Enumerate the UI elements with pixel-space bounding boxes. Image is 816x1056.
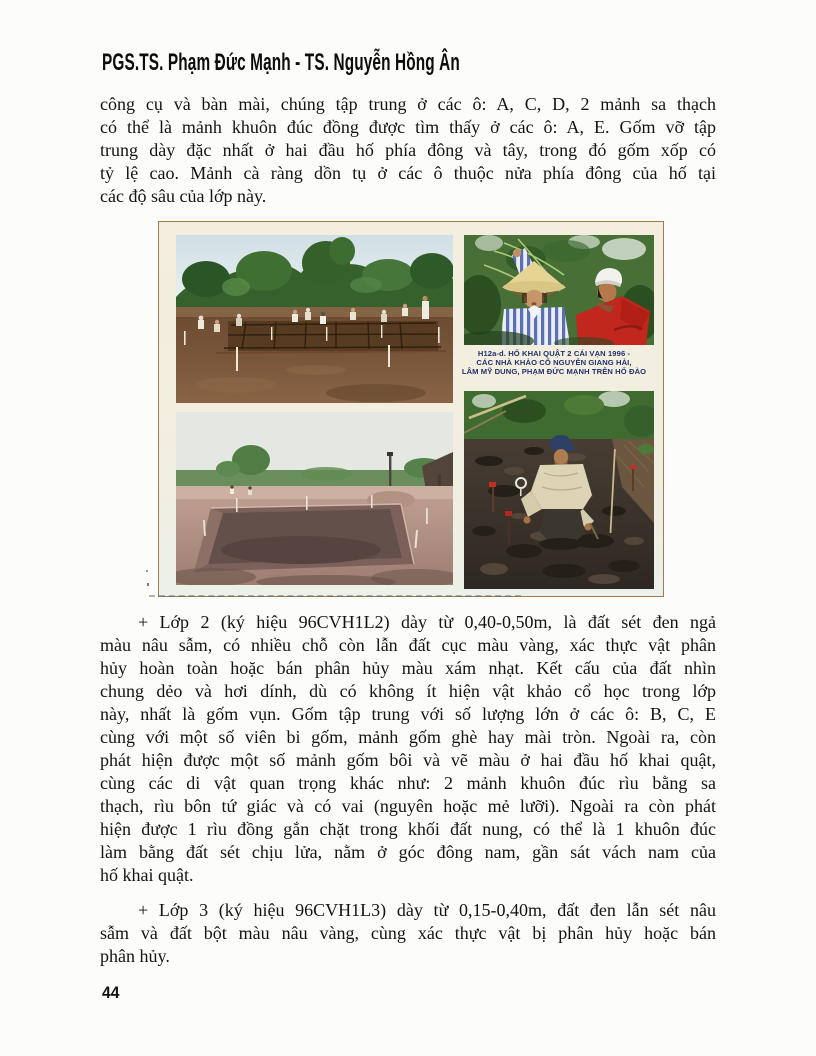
text-line: cùng các di vật quan trọng khác như: 2 mảnh khuôn đúc rìu bằng sa [100,773,716,793]
text-line: cùng với một số viên bi gốm, mảnh gốm ghè hay mài tròn. Ngoài ra, còn [100,727,716,747]
text-line: công cụ và bàn mài, chúng tập trung ở các ô: A, C, D, 2 mảnh sa thạch [100,94,716,114]
text-line: chung dẻo và hơi dính, dù có không ít hiện vật khảo cổ học trong lớp [100,681,716,701]
scan-artifact-mark [146,570,148,572]
figure-caption [445,349,663,376]
text-line: này, nhất là gốm vụn. Gốm tập trung với số lượng lớn ở các ô: B, C, E [100,704,716,724]
scan-artifact-dashed-line [149,595,521,597]
text-line: hủy hoàn toàn hoặc bán phân hủy màu xám nhạt. Kết cấu của đất nhìn [100,658,716,678]
figure-photo-plate [158,221,664,597]
page-number: 44 [102,983,120,1002]
paragraph-layer3-description [100,899,716,968]
photo-excavation-pit-landscape [176,412,453,585]
figure-caption-line-1: H12a-d. HỐ KHAI QUẬT 2 CÁI VẠN 1996 - [477,349,631,358]
text-line: hố khai quật. [100,865,194,885]
photo-archaeologist-squatting-in-pit [464,391,654,589]
text-line: + Lớp 3 (ký hiệu 96CVH1L3) dày từ 0,15-0,40m, đất đen lẫn sét nâu [138,900,716,920]
text-line: sẫm và đất bột màu nâu vàng, cùng xác thực vật bị phân hủy hoặc bán [100,923,716,943]
text-line: làm bằng đất sét chịu lửa, nằm ở góc đông nam, gần sát vách nam của [100,842,716,862]
page-header-authors: PGS.TS. Phạm Đức Mạnh - TS. Nguyễn Hồng Ân [102,49,460,76]
text-line: hiện được 1 rìu đồng gắn chặt trong khối đất nung, có thể là 1 khuôn đúc [100,819,716,839]
figure-caption-line-3: LÂM MỸ DUNG, PHẠM ĐỨC MẠNH TRÊN HỐ ĐÀO [461,367,647,376]
photo-excavation-field-with-workers [176,235,453,403]
paragraph-layer2-description [100,611,716,887]
text-line: phát hiện được một số mảnh gốm bôi và vẽ màu ở hai đầu hố khai quật, [100,750,716,770]
paragraph-layer1-finds [100,93,716,208]
scan-artifact-mark [147,583,149,586]
text-line: màu nâu sẫm, có nhiều chỗ còn lẫn đất cục màu vàng, xác thực vật phân [100,635,716,655]
text-line: các độ sâu của lớp này. [100,186,267,206]
photo-field-illustration [176,235,453,403]
text-line: tỷ lệ cao. Mảnh cà ràng dồn tụ ở các ô thuộc nửa phía đông của hố tại [100,163,716,183]
text-line: + Lớp 2 (ký hiệu 96CVH1L2) dày từ 0,40-0,50m, là đất sét đen ngả [138,612,716,632]
text-line: trung dày đặc nhất ở hai đầu hố phía đông và tây, trong đó gốm xốp có [100,140,716,160]
photo-two-archaeologists-portrait [464,235,654,345]
figure-caption-line-2: CÁC NHÀ KHẢO CỔ NGUYỄN GIANG HẢI, [476,358,632,367]
photo-squatting-illustration [464,391,654,589]
text-line: thạch, rìu bôn tứ giác và có vai (nguyên hoặc mẻ lưỡi). Ngoài ra còn phát [100,796,716,816]
text-line: phân hủy. [100,946,170,966]
text-line: có thể là mảnh khuôn đúc đồng được tìm thấy ở các ô: A, E. Gốm vỡ tập [100,117,716,137]
photo-portrait-illustration [464,235,654,345]
photo-pit-illustration [176,412,453,585]
